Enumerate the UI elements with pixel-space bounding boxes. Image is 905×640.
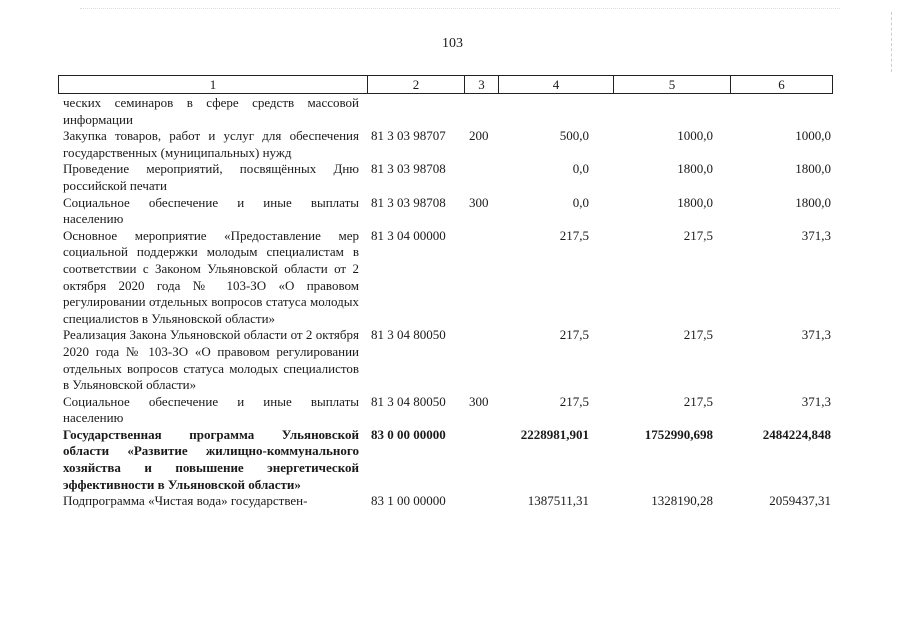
row-value-5: 1800,0 <box>677 161 713 177</box>
row-value-6: 371,3 <box>801 227 831 243</box>
row-code: 81 3 04 00000 <box>371 227 446 243</box>
table-row <box>63 228 833 328</box>
row-code: 81 3 04 80050 <box>371 393 446 409</box>
row-vr: 300 <box>469 194 489 210</box>
table-row <box>63 195 833 228</box>
row-value-6: 2484224,848 <box>762 426 831 442</box>
table-row <box>63 161 833 194</box>
row-value-6: 1800,0 <box>795 161 831 177</box>
row-value-5: 1800,0 <box>677 194 713 210</box>
row-value-5: 217,5 <box>683 393 713 409</box>
row-value-6: 1000,0 <box>795 128 831 144</box>
row-value-6: 371,3 <box>801 327 831 343</box>
row-value-4: 500,0 <box>559 128 589 144</box>
row-name: Закупка товаров, работ и услуг для обеспечения государственных (муниципальных) нужд <box>63 128 359 160</box>
table-row <box>63 394 833 427</box>
row-value-4: 217,5 <box>559 227 589 243</box>
row-value-6: 2059437,31 <box>769 493 831 509</box>
header-col-2: 2 <box>368 76 465 93</box>
row-value-5: 217,5 <box>683 327 713 343</box>
row-name: Подпрограмма «Чистая вода» государствен- <box>63 493 308 509</box>
header-col-3: 3 <box>465 76 499 93</box>
scan-top-edge <box>80 8 840 11</box>
row-code: 81 3 04 80050 <box>371 327 446 343</box>
header-col-5: 5 <box>614 76 731 93</box>
row-value-4: 0,0 <box>572 194 589 210</box>
row-vr: 300 <box>469 393 489 409</box>
header-col-1: 1 <box>59 76 368 93</box>
row-name: Социальное обеспечение и иные выплаты населению <box>63 393 359 426</box>
row-name: Социальное обеспечение и иные выплаты населению <box>63 194 359 227</box>
table-body <box>63 95 833 510</box>
row-value-4: 217,5 <box>559 327 589 343</box>
row-value-4: 0,0 <box>572 161 589 177</box>
row-value-5: 1328190,28 <box>651 493 713 509</box>
table-row <box>63 493 833 510</box>
table-row <box>63 327 833 393</box>
header-col-4: 4 <box>499 76 614 93</box>
row-code: 81 3 03 98708 <box>371 161 446 177</box>
table-row-program <box>63 427 833 493</box>
table-header <box>58 75 833 94</box>
row-name: ческих семинаров в сфере средств массовой информации <box>63 95 359 127</box>
row-value-5: 1752990,698 <box>644 426 713 442</box>
row-code: 81 3 03 98708 <box>371 194 446 210</box>
row-code: 81 3 03 98707 <box>371 128 446 144</box>
row-value-6: 1800,0 <box>795 194 831 210</box>
row-value-4: 1387511,31 <box>527 493 589 509</box>
row-value-5: 217,5 <box>683 227 713 243</box>
row-code: 83 0 00 00000 <box>371 426 446 442</box>
row-value-4: 2228981,901 <box>520 426 589 442</box>
row-value-4: 217,5 <box>559 393 589 409</box>
row-value-5: 1000,0 <box>677 128 713 144</box>
row-name: Государственная программа Ульяновской области «Развитие жилищно-коммунального хозяйства и повышение энергетической эффективности в Ульяновской области» <box>63 426 359 492</box>
row-value-6: 371,3 <box>801 393 831 409</box>
row-vr: 200 <box>469 128 489 144</box>
header-col-6: 6 <box>778 77 785 92</box>
table-row <box>63 95 833 128</box>
page-number: 103 <box>442 36 463 51</box>
row-name: Проведение мероприятий, посвящённых Дню российской печати <box>63 161 359 193</box>
row-name: Основное мероприятие «Предоставление мер социальной поддержки молодым специалистам в соответствии с Законом Ульяновской области от 2 октября 2020 года № 103-ЗО «О правовом регулировании отдельных вопросов статуса молодых специалистов в Ульяновской области» <box>63 227 359 326</box>
row-name: Реализация Закона Ульяновской области от 2 октября 2020 года № 103-ЗО «О правовом регулировании отдельных вопросов статуса молодых специалистов в Ульяновской области» <box>63 327 359 393</box>
row-code: 83 1 00 00000 <box>371 493 446 509</box>
table-row <box>63 128 833 161</box>
